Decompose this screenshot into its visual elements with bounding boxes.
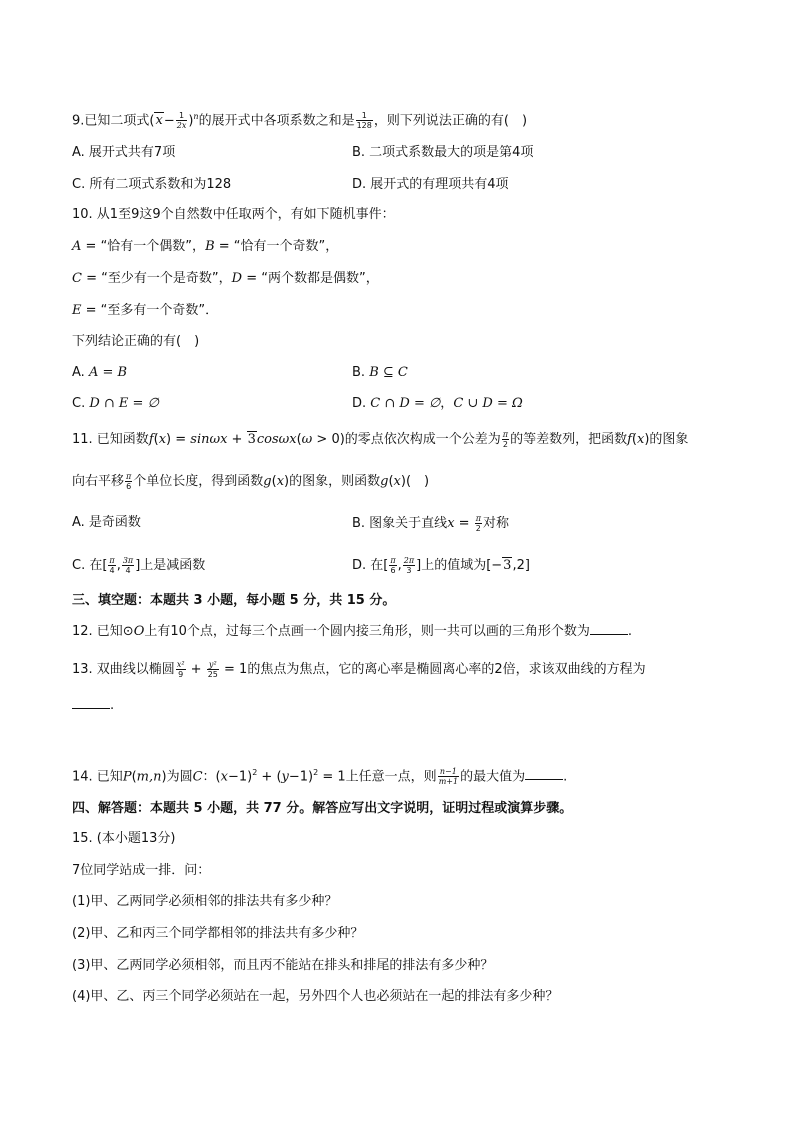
q13-answer-line: .	[72, 696, 114, 715]
q10-option-b: B. B ⊆ C	[352, 365, 408, 380]
q10-event-e: E = “至多有一个奇数”．	[72, 303, 219, 318]
answer-blank[interactable]	[590, 622, 628, 635]
q10-events-cd: C = “至少有一个是奇数”，D = “两个数都是偶数”，	[72, 271, 379, 286]
q12-stem: 12. 已知⊙O上有10个点，过每三个点画一个圆内接三角形，则一共可以画的三角形个数为 .	[72, 624, 633, 639]
q10-option-a: A. A = B	[72, 365, 128, 380]
q15-part-2: (2)甲、乙和丙三个同学都相邻的排法共有多少种？	[72, 926, 364, 941]
q11-option-b: B. 图象关于直线x = $\frac{\pi}{2}$ 对称	[352, 514, 509, 533]
q14-stem: 14. 已知P(m,n)为圆C：$(x-1)^2 + (y-1)^2 = 1$上任意一点，则 $\frac{n-1}{m+1}$ 的最大值为 .	[72, 767, 568, 787]
answer-blank[interactable]	[72, 696, 110, 709]
q9-option-a: A. 展开式共有7项	[72, 145, 176, 160]
q10-option-c: C. D ∩ E = ∅	[72, 396, 159, 411]
q9-option-b: B. 二项式系数最大的项是第4项	[352, 145, 534, 160]
q10-stem: 10. 从1至9这9个自然数中任取两个，有如下随机事件：	[72, 207, 395, 222]
q9-fraction: $\frac{1}{2x}$	[176, 111, 187, 131]
q15-title: 15. (本小题13分)	[72, 831, 176, 846]
q9-stem: 9.已知二项式(x− $\frac{1}{2x}$ )$^n$的展开式中各项系数之和是 $\frac{1}{128}$ ，则下列说法正确的有( )	[72, 111, 528, 131]
sqrt-x: x	[155, 113, 163, 129]
answer-blank[interactable]	[525, 767, 563, 780]
q11-option-c: C. 在[ $\frac{\pi}{4}$ , $\frac{3\pi}{4}$ ]上是减函数	[72, 556, 206, 575]
section-3-heading: 三、填空题：本题共 3 小题，每小题 5 分，共 15 分。	[72, 593, 396, 608]
q9-sum-fraction: $\frac{1}{128}$	[356, 111, 372, 131]
section-4-heading: 四、解答题：本题共 5 小题，共 77 分。解答应写出文字说明，证明过程或演算步骤。	[72, 801, 573, 816]
q11-stem-line2: 向右平移 $\frac{\pi}{6}$ 个单位长度，得到函数g(x)的图象，则函数g(x)( )	[72, 472, 430, 491]
q11-stem-line1: 11. 已知函数f(x) = sinωx + 3cosωx(ω > 0)的零点依次构成一个公差为 $\frac{\pi}{2}$ 的等差数列，把函数f(x)的图象	[72, 430, 689, 449]
q10-events-ab: A = “恰有一个偶数”，B = “恰有一个奇数”，	[72, 239, 339, 254]
q15-part-1: (1)甲、乙两同学必须相邻的排法共有多少种？	[72, 894, 338, 909]
q11-option-d: D. 在[ $\frac{\pi}{6}$ , $\frac{2\pi}{3}$ ]上的值域为[−3,2]	[352, 556, 530, 575]
q9-option-c: C. 所有二项式系数和为128	[72, 177, 232, 192]
q15-part-4: (4)甲、乙、丙三个同学必须站在一起，另外四个人也必须站在一起的排法有多少种？	[72, 989, 559, 1004]
q15-intro: 7位同学站成一排．问：	[72, 863, 211, 878]
q9-option-d: D. 展开式的有理项共有4项	[352, 177, 509, 192]
q11-option-a: A. 是奇函数	[72, 515, 141, 530]
q15-part-3: (3)甲、乙两同学必须相邻，而且丙不能站在排头和排尾的排法有多少种？	[72, 958, 494, 973]
q13-stem: 13. 双曲线以椭圆 $\frac{\text{x²}}{9}$ + $\frac{\text{y²}}{25}$ = 1的焦点为焦点，它的离心率是椭圆离心率的2倍，求该双曲线的方程为	[72, 660, 646, 679]
q10-prompt: 下列结论正确的有( )	[72, 334, 200, 349]
q10-option-d: D. C ∩ D = ∅，C ∪ D = Ω	[352, 396, 523, 411]
